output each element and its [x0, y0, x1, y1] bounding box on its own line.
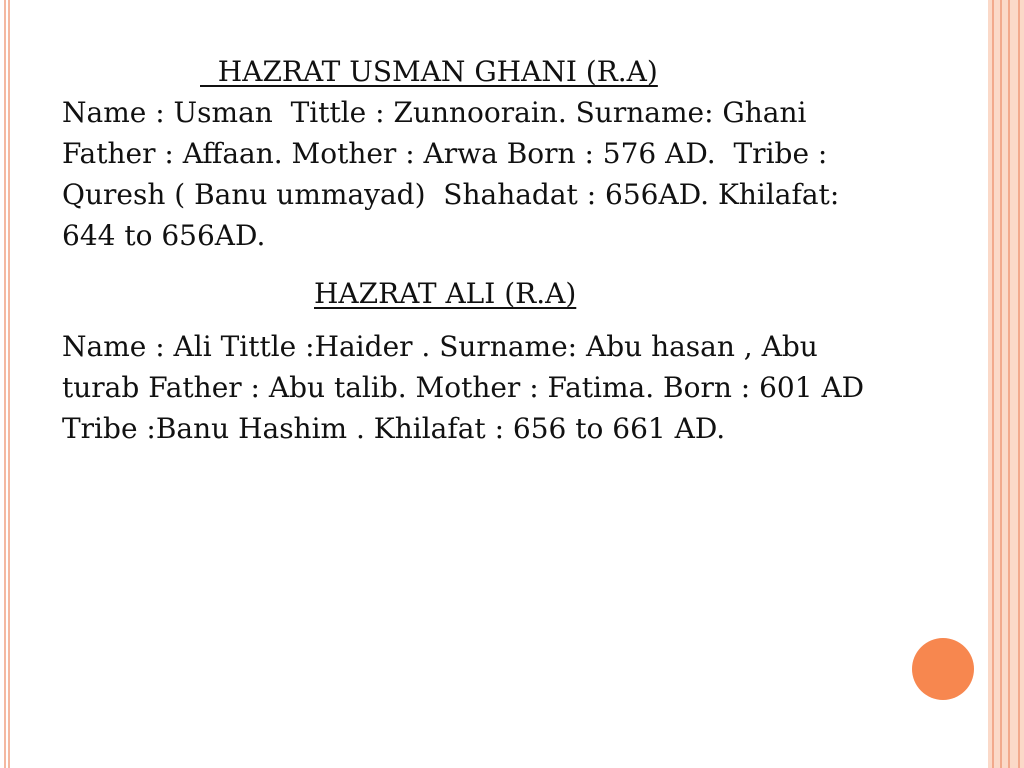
right-rail-line-3	[1008, 0, 1010, 768]
right-rail-line-1	[992, 0, 994, 768]
heading-ali-text: HAZRAT ALI (R.A)	[314, 277, 577, 310]
decorative-dot	[912, 638, 974, 700]
slide-content	[62, 52, 892, 449]
left-border-inner	[8, 0, 10, 768]
right-rail	[988, 0, 1024, 768]
left-border	[4, 0, 6, 768]
heading-ali	[62, 274, 892, 314]
paragraph-ali: Name : Ali Tittle :Haider . Surname: Abu hasan , Abu turab Father : Abu talib. Mother : Fatima. Born : 601 AD Tribe :Banu Hashim . Khilafat : 656 to 661 AD.	[62, 330, 865, 445]
right-rail-line-4	[1018, 0, 1020, 768]
right-rail-line-2	[1000, 0, 1002, 768]
heading-usman	[62, 52, 892, 92]
paragraph-usman: Name : Usman Tittle : Zunnoorain. Surname: Ghani Father : Affaan. Mother : Arwa Born : 576 AD. Tribe : Quresh ( Banu ummayad) Shahadat : 656AD. Khilafat: 644 to 656AD.	[62, 96, 849, 252]
heading-usman-text: HAZRAT USMAN GHANI (R.A)	[200, 55, 658, 88]
